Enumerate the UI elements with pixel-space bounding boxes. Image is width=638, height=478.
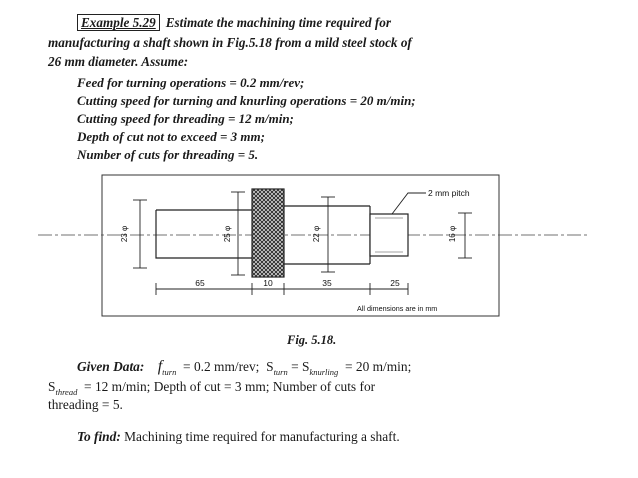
to-find-text: Machining time required for manufacturing a shaft. xyxy=(124,429,400,444)
diameter-label-22: 22 φ xyxy=(312,225,321,243)
feed-value: = 0.2 mm/rev; xyxy=(183,359,260,374)
diameter-label-23: 23 φ xyxy=(120,225,129,243)
problem-line-2: manufacturing a shaft shown in Fig.5.18 from a mild steel stock of xyxy=(48,35,412,50)
to-find-label: To find: xyxy=(77,429,121,444)
given-label: Given Data: xyxy=(77,359,145,374)
length-label-35: 35 xyxy=(322,278,332,288)
assumption-threading-speed: Cutting speed for threading = 12 m/min; xyxy=(77,111,294,126)
assumption-cutting-speed: Cutting speed for turning and knurling operations = 20 m/min; xyxy=(77,93,416,108)
threading-values: = 12 m/min; Depth of cut = 3 mm; Number of cuts for xyxy=(84,379,376,394)
given-line-1: Given Data: $f_{turn} = 0.2$ mm/rev; $S_{turn} = S_{knurling} = 20$ m/min; xyxy=(77,358,412,377)
diameter-label-16: 16 φ xyxy=(448,225,457,243)
assumption-depth-of-cut: Depth of cut not to exceed = 3 mm; xyxy=(77,129,265,144)
length-label-10: 10 xyxy=(263,278,273,288)
problem-line-3: 26 mm diameter. Assume: xyxy=(48,54,189,69)
assumption-feed: Feed for turning operations = 0.2 mm/rev; xyxy=(77,75,305,90)
given-line-2: $S_{thread} = 12$ m/min; Depth of cut = 3 mm; Number of cuts for xyxy=(48,379,376,397)
pitch-label: 2 mm pitch xyxy=(428,188,470,198)
problem-line-1: Example 5.29 Estimate the machining time required for xyxy=(77,13,391,32)
to-find-line xyxy=(77,428,400,445)
given-line-3: threading = 5. xyxy=(48,397,123,412)
assumption-number-of-cuts: Number of cuts for threading = 5. xyxy=(77,147,259,162)
diameter-label-25: 25 φ xyxy=(223,225,232,243)
speed-value: = 20 m/min; xyxy=(344,359,412,374)
figure-caption: Fig. 5.18. xyxy=(287,333,337,347)
length-label-25: 25 xyxy=(390,278,400,288)
knurled-section xyxy=(252,189,284,277)
threaded-section xyxy=(370,214,408,256)
dimension-note: All dimensions are in mm xyxy=(357,304,438,313)
length-label-65: 65 xyxy=(195,278,205,288)
example-tag: Example 5.29 xyxy=(77,14,160,31)
